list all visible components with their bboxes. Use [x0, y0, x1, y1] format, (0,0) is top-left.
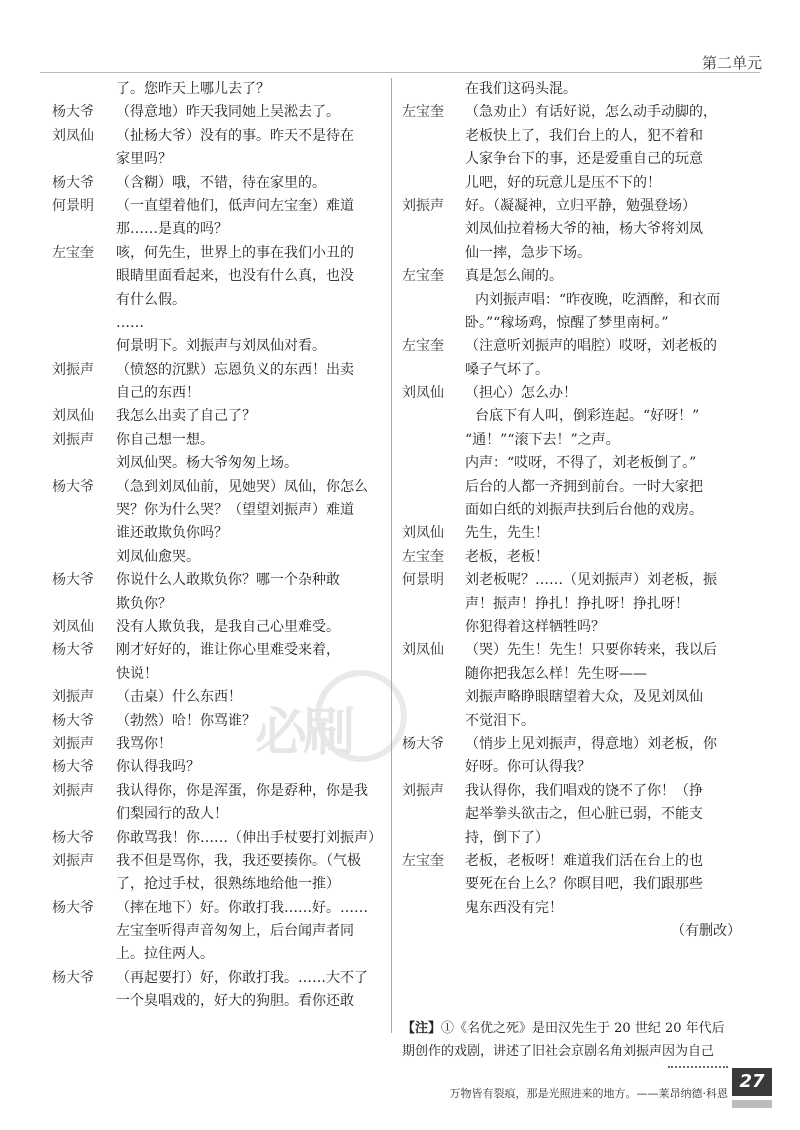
speaker-name: 左宝奎 — [402, 104, 444, 121]
script-line — [402, 429, 747, 452]
dialogue-text: （悄步上见刘振声，得意地）刘老板，你 — [465, 735, 717, 752]
speaker-name: 杨大爷 — [52, 759, 94, 776]
continuation-text: 们梨园行的敌人！ — [116, 806, 228, 823]
continuation-text: 家里吗？ — [116, 151, 172, 168]
script-line — [52, 101, 386, 124]
script-line — [52, 125, 386, 148]
speaker-name: 左宝奎 — [402, 268, 444, 285]
script-line — [402, 499, 747, 522]
script-line — [402, 172, 747, 195]
footer-dots — [668, 1066, 728, 1068]
script-line — [52, 265, 386, 288]
dialogue-text: 我不但是骂你，我，我还要揍你。（气极 — [116, 852, 361, 869]
script-line — [402, 359, 747, 382]
script-line — [52, 686, 386, 709]
continuation-text: 好呀。你可认得我？ — [465, 759, 591, 776]
continuation-text: 上。拉住两人。 — [116, 946, 214, 963]
script-line — [52, 289, 386, 312]
dialogue-text: （一直望着他们，低声问左宝奎）难道 — [116, 197, 354, 214]
continuation-text: 后台的人都一齐拥到前台。一时大家把 — [465, 478, 703, 495]
script-line — [402, 546, 747, 569]
speaker-name: 刘振声 — [402, 782, 444, 799]
speaker-name: 刘振声 — [52, 782, 94, 799]
dialogue-text: 我骂你！ — [116, 735, 172, 752]
script-line — [52, 803, 386, 826]
dialogue-text: 没有人欺负我，是我自己心里难受。 — [116, 618, 340, 635]
script-line — [402, 733, 747, 756]
script-line — [402, 382, 747, 405]
header-rule — [40, 72, 760, 73]
dialogue-text: 真是怎么闹的。 — [465, 268, 563, 285]
script-line — [52, 546, 386, 569]
speaker-name: 刘凤仙 — [52, 618, 94, 635]
dialogue-text: 刚才好好的，谁让你心里难受来着， — [116, 642, 340, 659]
left-column — [52, 78, 386, 1014]
script-line — [52, 780, 386, 803]
script-line — [52, 967, 386, 990]
source-note-line — [402, 920, 747, 943]
dialogue-text: 你自己想一想。 — [116, 431, 214, 448]
script-line — [52, 593, 386, 616]
script-line — [402, 522, 747, 545]
annotation-label: 【注】 — [402, 1021, 442, 1036]
continuation-text: 随你把我怎么样！先生呀—— — [465, 665, 647, 682]
continuation-text: 何景明下。刘振声与刘凤仙对看。 — [116, 338, 326, 355]
watermark-text: 必刷 — [255, 703, 352, 763]
script-line — [402, 195, 747, 218]
page-number: 27 — [732, 1068, 772, 1096]
dialogue-text: （击桌）什么东西！ — [116, 689, 242, 706]
dialogue-text: （哭）先生！先生！只要你转来，我以后 — [465, 642, 717, 659]
annotation-note — [402, 1017, 747, 1063]
dialogue-text: （担心）怎么办！ — [465, 385, 577, 402]
speaker-name: 刘振声 — [52, 735, 94, 752]
script-line — [402, 686, 747, 709]
script-line — [402, 289, 747, 312]
speaker-name: 杨大爷 — [52, 899, 94, 916]
script-line — [52, 312, 386, 335]
speaker-name: 刘振声 — [52, 852, 94, 869]
script-line — [402, 242, 747, 265]
script-line — [52, 382, 386, 405]
dialogue-text: （摔在地下）好。你敢打我……好。…… — [116, 899, 368, 916]
script-line — [52, 943, 386, 966]
speaker-name: 杨大爷 — [52, 104, 94, 121]
continuation-text: …… — [116, 314, 144, 331]
script-line — [402, 616, 747, 639]
script-line — [52, 850, 386, 873]
source-note: （有删改） — [671, 923, 741, 940]
continuation-text: 刘凤仙哭。杨大爷匆匆上场。 — [116, 455, 298, 472]
script-line — [52, 429, 386, 452]
column-divider — [391, 78, 392, 1033]
script-line — [52, 710, 386, 733]
speaker-name: 左宝奎 — [52, 244, 94, 261]
continuation-text: 儿吧，好的玩意儿是压不下的！ — [465, 174, 661, 191]
script-line — [402, 125, 747, 148]
speaker-name: 刘凤仙 — [402, 385, 444, 402]
unit-label: 第二单元 — [701, 54, 762, 72]
continuation-text: 要死在台上么？你瞑目吧，我们跟那些 — [465, 876, 703, 893]
speaker-name: 何景明 — [52, 197, 94, 214]
dialogue-text: 先生，先生！ — [465, 525, 549, 542]
dialogue-text: 咳，何先生，世界上的事在我们小丑的 — [116, 244, 354, 261]
continuation-text: 了。您昨天上哪儿去了？ — [116, 81, 270, 97]
dialogue-text: （再起要打）好，你敢打我。……大不了 — [116, 969, 368, 986]
script-line — [402, 873, 747, 896]
dialogue-text: （急劝止）有话好说，怎么动手动脚的， — [465, 104, 717, 121]
dialogue-text: 老板，老板呀！难道我们活在台上的也 — [465, 852, 703, 869]
script-line — [52, 359, 386, 382]
dialogue-text: 刘老板呢？……（见刘振声）刘老板，振 — [465, 572, 717, 589]
continuation-text: 刘凤仙愈哭。 — [116, 548, 200, 565]
continuation-text: 你犯得着这样牺牲吗？ — [465, 618, 605, 635]
script-line — [402, 850, 747, 873]
continuation-text: 鬼东西没有完！ — [465, 899, 563, 916]
speaker-name: 杨大爷 — [52, 969, 94, 986]
script-line — [402, 312, 747, 335]
continuation-text: 起举拳头欲击之，但心脏已弱，不能支 — [465, 806, 703, 823]
script-line — [52, 405, 386, 428]
script-line — [402, 148, 747, 171]
dialogue-text: 我怎么出卖了自己了？ — [116, 408, 256, 425]
script-line — [52, 499, 386, 522]
speaker-name: 杨大爷 — [52, 572, 94, 589]
script-line — [52, 242, 386, 265]
speaker-name: 刘振声 — [52, 431, 94, 448]
continuation-text: 左宝奎听得声音匆匆上，后台闻声者同 — [116, 923, 354, 940]
continuation-text: “通！”“滚下去！”之声。 — [465, 431, 620, 448]
continuation-text: 一个臭唱戏的，好大的狗胆。看你还敢 — [116, 993, 354, 1010]
script-line — [52, 639, 386, 662]
dialogue-text: （得意地）昨天我同她上吴淞去了。 — [116, 104, 340, 121]
script-line — [52, 827, 386, 850]
script-line — [52, 335, 386, 358]
continuation-text: 刘振声略睁眼瞎望着大众，及见刘凤仙 — [465, 689, 703, 706]
script-line — [402, 827, 747, 850]
dialogue-text: （勃然）哈！你骂谁？ — [116, 712, 256, 729]
script-line — [52, 733, 386, 756]
script-line — [52, 920, 386, 943]
script-line — [402, 101, 747, 124]
script-line — [402, 593, 747, 616]
script-line — [402, 756, 747, 779]
speaker-name: 刘凤仙 — [402, 642, 444, 659]
speaker-name: 左宝奎 — [402, 338, 444, 355]
continuation-text: 持，倒下了） — [465, 829, 549, 846]
script-line — [402, 780, 747, 803]
speaker-name: 杨大爷 — [52, 642, 94, 659]
speaker-name: 刘振声 — [402, 197, 444, 214]
script-line — [402, 663, 747, 686]
script-line — [52, 569, 386, 592]
script-line — [402, 897, 747, 920]
script-line — [52, 476, 386, 499]
continuation-text: 声！振声！挣扎！挣扎呀！挣扎呀！ — [465, 595, 689, 612]
script-line — [52, 663, 386, 686]
annotation-line: 期创作的戏剧，讲述了旧社会京剧名角刘振声因为自己 — [402, 1044, 715, 1059]
dialogue-text: 你说什么人敢欺负你？哪一个杂种敢 — [116, 572, 340, 589]
script-line — [52, 990, 386, 1013]
continuation-text: 快说！ — [116, 665, 158, 682]
annotation-line: 【注】①《名优之死》是田汉先生于 20 世纪 20 年代后 — [402, 1021, 725, 1036]
speaker-name: 刘振声 — [52, 689, 94, 706]
dialogue-text: 我认得你，你是浑蛋，你是孬种，你是我 — [116, 782, 368, 799]
script-line — [52, 78, 386, 101]
script-line — [52, 172, 386, 195]
continuation-text: 仙一摔，急步下场。 — [465, 244, 591, 261]
script-line — [402, 265, 747, 288]
script-line — [402, 405, 747, 428]
continuation-text: 老板快上了，我们台上的人，犯不着和 — [465, 127, 703, 144]
script-line — [402, 452, 747, 475]
right-column — [402, 78, 747, 943]
dialogue-text: （扯杨大爷）没有的事。昨天不是待在 — [116, 127, 354, 144]
speaker-name: 刘凤仙 — [52, 127, 94, 144]
continuation-text: 哭？你为什么哭？（望望刘振声）难道 — [116, 502, 354, 519]
page-number-shadow — [732, 1100, 772, 1108]
dialogue-text: （急到刘凤仙前，见她哭）凤仙，你怎么 — [116, 478, 368, 495]
dialogue-text: 我认得你，我们唱戏的饶不了你！（挣 — [465, 782, 703, 799]
script-line — [52, 522, 386, 545]
dialogue-text: 好。（凝凝神，立归平静，勉强登场） — [465, 197, 696, 214]
script-line — [402, 78, 747, 101]
script-line — [52, 873, 386, 896]
dialogue-text: （注意听刘振声的唱腔）哎呀，刘老板的 — [465, 338, 717, 355]
speaker-name: 杨大爷 — [52, 712, 94, 729]
script-line — [402, 710, 747, 733]
continuation-text: 台底下有人叫，倒彩连起。“好呀！” — [475, 408, 700, 425]
continuation-text: 欺负你？ — [116, 595, 172, 612]
speaker-name: 左宝奎 — [402, 852, 444, 869]
speaker-name: 刘振声 — [52, 361, 94, 378]
speaker-name: 左宝奎 — [402, 548, 444, 565]
continuation-text: 有什么假。 — [116, 291, 186, 308]
dialogue-text: 你认得我吗？ — [116, 759, 200, 776]
footer-slogan: 万物皆有裂痕，那是光照进来的地方。——莱昂纳德·科恩 — [449, 1087, 728, 1100]
script-line — [402, 569, 747, 592]
speaker-name: 杨大爷 — [52, 829, 94, 846]
script-line — [52, 218, 386, 241]
dialogue-text: （愤怒的沉默）忘恩负义的东西！出卖 — [116, 361, 354, 378]
speaker-name: 杨大爷 — [52, 174, 94, 191]
dialogue-text: （含糊）哦，不错，待在家里的。 — [116, 174, 326, 191]
continuation-text: 谁还敢欺负你吗？ — [116, 525, 228, 542]
dialogue-text: 你敢骂我！你……（伸出手杖要打刘振声） — [116, 829, 382, 846]
script-line — [52, 195, 386, 218]
continuation-text: 人家争台下的事，还是爱重自己的玩意 — [465, 151, 703, 168]
continuation-text: 面如白纸的刘振声扶到后台他的戏房。 — [465, 502, 703, 519]
continuation-text: 了，抢过手杖，很熟练地给他一推） — [116, 876, 340, 893]
script-line — [52, 897, 386, 920]
script-line — [52, 452, 386, 475]
continuation-text: 嗓子气坏了。 — [465, 361, 549, 378]
speaker-name: 刘凤仙 — [402, 525, 444, 542]
script-line — [402, 218, 747, 241]
continuation-text: 卧。”“稼场鸡，惊醒了梦里南柯。” — [465, 314, 669, 331]
speaker-name: 何景明 — [402, 572, 444, 589]
continuation-text: 在我们这码头混。 — [465, 81, 577, 97]
continuation-text: 不觉泪下。 — [465, 712, 535, 729]
script-line — [402, 476, 747, 499]
continuation-text: 内刘振声唱：“昨夜晚，吃酒醉，和衣而 — [475, 291, 721, 308]
speaker-name: 刘凤仙 — [52, 408, 94, 425]
speaker-name: 杨大爷 — [52, 478, 94, 495]
script-line — [402, 803, 747, 826]
continuation-text: 自己的东西！ — [116, 385, 200, 402]
speaker-name: 杨大爷 — [402, 735, 444, 752]
dialogue-text: 老板，老板！ — [465, 548, 549, 565]
continuation-text: 眼睛里面看起来，也没有什么真，也没 — [116, 268, 354, 285]
script-line — [402, 335, 747, 358]
continuation-text: 刘凤仙拉着杨大爷的袖，杨大爷将刘凤 — [465, 221, 703, 238]
script-line — [52, 756, 386, 779]
script-line — [52, 148, 386, 171]
continuation-text: 那……是真的吗？ — [116, 221, 228, 238]
script-line — [52, 616, 386, 639]
continuation-text: 内声：“哎呀，不得了，刘老板倒了。” — [465, 455, 697, 472]
script-line — [402, 639, 747, 662]
